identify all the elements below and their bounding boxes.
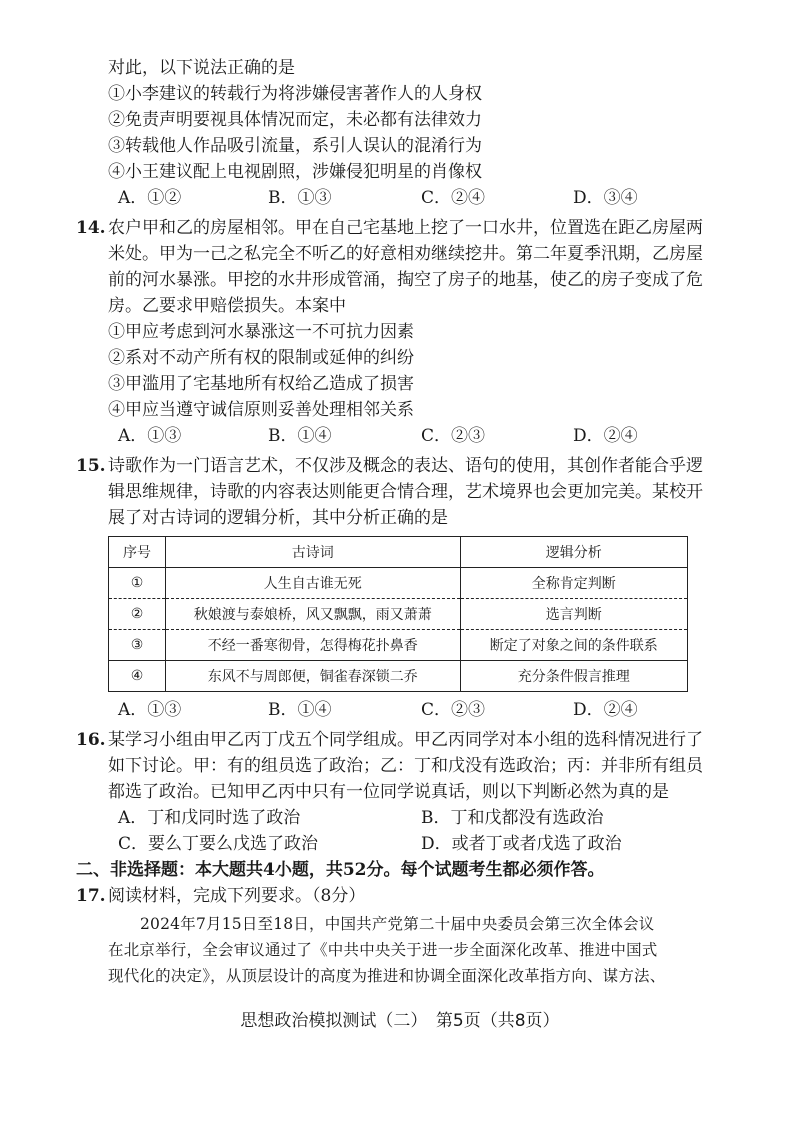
q16-line-3: 都选了政治。已知甲乙丙中只有一位同学说真话，则以下判断必然为真的是: [108, 782, 669, 802]
table-row: [109, 661, 688, 692]
row-3-poem: 不经一番寒彻骨，怎得梅花扑鼻香: [166, 630, 460, 661]
q16-line-1: 某学习小组由甲乙丙丁戊五个同学组成。甲乙丙同学对本小组的选科情况进行了: [108, 730, 703, 750]
row-4-index: ④: [109, 661, 166, 692]
q15-line-1: 诗歌作为一门语言艺术，不仅涉及概念的表达、语句的使用，其创作者能合乎逻: [108, 456, 703, 476]
q13-option-a: A．①②: [118, 188, 182, 208]
q14-option-b: B．①④: [268, 426, 332, 446]
q15-option-c: C．②③: [421, 700, 486, 720]
q13-option-c: C．②④: [421, 188, 486, 208]
q17-material-line-3: 现代化的决定》，从顶层设计的高度为推进和协调全面深化改革指方向、谋方法、: [108, 967, 666, 985]
row-2-index: ②: [109, 599, 166, 630]
q16-option-d: D．或者丁或者戊选了政治: [421, 834, 622, 854]
logic-analysis-table: [108, 536, 688, 692]
q16-line-2: 如下讨论。甲：有的组员选了政治；乙：丁和戊没有选政治；丙：并非所有组员: [108, 756, 703, 776]
q14-line-3: 前的河水暴涨。甲挖的水井形成管涌，掏空了房子的地基，使乙的房子变成了危: [108, 270, 703, 290]
page-footer: 思想政治模拟测试（二） 第5页（共8页）: [240, 1011, 560, 1031]
section-2-heading: 二、非选择题：本大题共4小题，共52分。每个试题考生都必须作答。: [76, 860, 605, 880]
q14-line-4: 房。乙要求甲赔偿损失。本案中: [108, 296, 346, 316]
row-3-analysis: 断定了对象之间的条件联系: [460, 630, 687, 661]
q14-option-d: D．②④: [573, 426, 638, 446]
q16-number: 16.: [76, 730, 106, 750]
q16-option-b: B．丁和戊都没有选政治: [421, 808, 604, 828]
q14-item-4: ④甲应当遵守诚信原则妥善处理相邻关系: [108, 400, 414, 420]
q13-stem-cont: 对此，以下说法正确的是: [108, 58, 295, 78]
q13-item-1: ①小李建议的转载行为将涉嫌侵害著作人的人身权: [108, 84, 482, 104]
table-header-analysis: 逻辑分析: [460, 537, 687, 568]
table-header-poem: 古诗词: [166, 537, 460, 568]
q14-item-1: ①甲应考虑到河水暴涨这一不可抗力因素: [108, 322, 414, 342]
q13-option-b: B．①③: [268, 188, 332, 208]
q16-option-c: C．要么丁要么戊选了政治: [118, 834, 319, 854]
table-row: [109, 599, 688, 630]
q17-number: 17.: [76, 886, 106, 906]
q15-option-b: B．①④: [268, 700, 332, 720]
row-1-poem: 人生自古谁无死: [166, 568, 460, 599]
q14-item-2: ②系对不动产所有权的限制或延伸的纠纷: [108, 348, 414, 368]
row-4-analysis: 充分条件假言推理: [460, 661, 687, 692]
table-row: [109, 568, 688, 599]
q14-number: 14.: [76, 218, 106, 238]
table-header-row: [109, 537, 688, 568]
q15-number: 15.: [76, 456, 106, 476]
q14-line-1: 农户甲和乙的房屋相邻。甲在自己宅基地上挖了一口水井，位置选在距乙房屋两: [108, 218, 703, 238]
q15-line-2: 辑思维规律，诗歌的内容表达则能更合情合理，艺术境界也会更加完美。某校开: [108, 482, 703, 502]
row-2-poem: 秋娘渡与泰娘桥，风又飘飘，雨又萧萧: [166, 599, 460, 630]
q14-item-3: ③甲滥用了宅基地所有权给乙造成了损害: [108, 374, 414, 394]
q17-material-line-2: 在北京举行，全会审议通过了《中共中央关于进一步全面深化改革、推进中国式: [108, 941, 658, 959]
row-3-index: ③: [109, 630, 166, 661]
row-1-index: ①: [109, 568, 166, 599]
q13-option-d: D．③④: [573, 188, 638, 208]
table-header-index: 序号: [109, 537, 166, 568]
q13-item-4: ④小王建议配上电视剧照，涉嫌侵犯明星的肖像权: [108, 162, 482, 182]
q13-item-3: ③转载他人作品吸引流量，系引人误认的混淆行为: [108, 136, 482, 156]
q16-option-a: A．丁和戊同时选了政治: [118, 808, 301, 828]
q14-option-c: C．②③: [421, 426, 486, 446]
row-4-poem: 东风不与周郎便，铜雀春深锁二乔: [166, 661, 460, 692]
q14-line-2: 米处。甲为一己之私完全不听乙的好意相劝继续挖井。第二年夏季汛期，乙房屋: [108, 244, 703, 264]
q15-option-a: A．①③: [118, 700, 182, 720]
q15-option-d: D．②④: [573, 700, 638, 720]
table-row: [109, 630, 688, 661]
q17-title: 阅读材料，完成下列要求。（8分）: [108, 886, 366, 906]
q13-item-2: ②免责声明要视具体情况而定，未必都有法律效力: [108, 110, 482, 130]
q15-line-3: 展了对古诗词的逻辑分析，其中分析正确的是: [108, 508, 448, 528]
q14-option-a: A．①③: [118, 426, 182, 446]
q17-material-line-1: 2024年7月15日至18日，中国共产党第二十届中央委员会第三次全体会议: [140, 915, 655, 933]
row-2-analysis: 选言判断: [460, 599, 687, 630]
row-1-analysis: 全称肯定判断: [460, 568, 687, 599]
